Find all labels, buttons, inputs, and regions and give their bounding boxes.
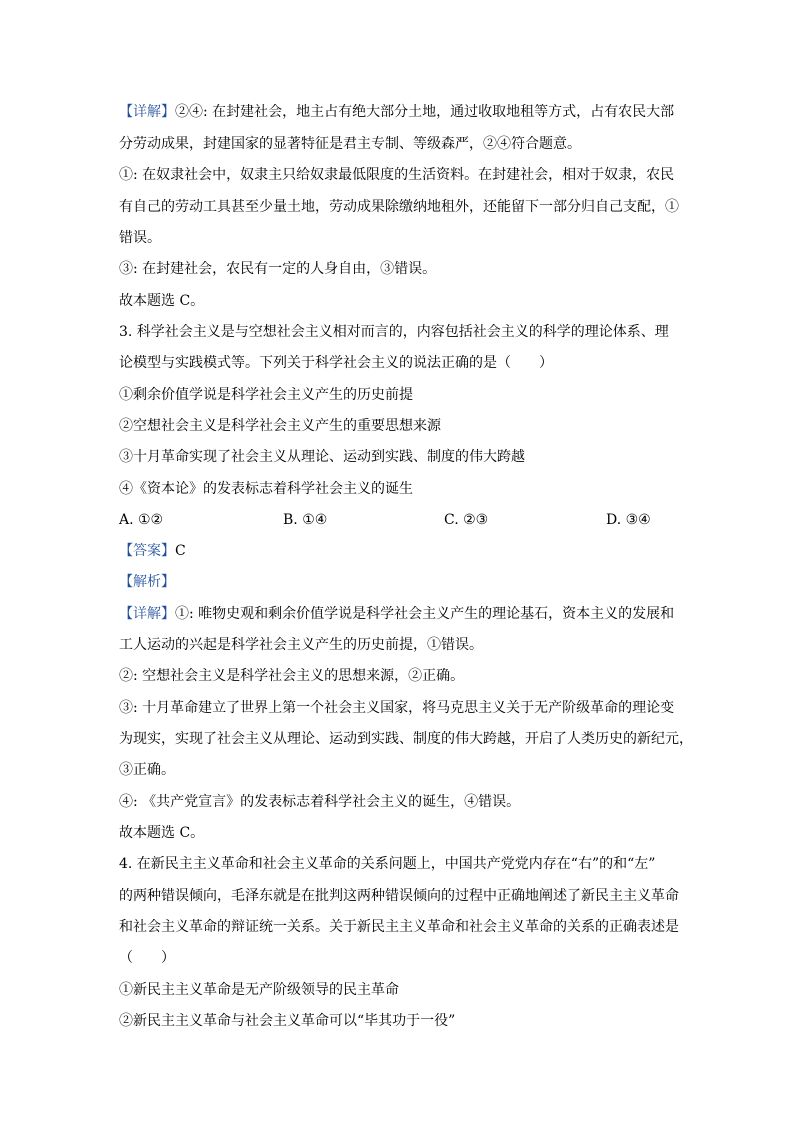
text-line: ③: 十月革命建立了世界上第一个社会主义国家，将马克思主义关于无产阶级革命的理论变 bbox=[119, 700, 675, 716]
text-line: ③: 在封建社会，农民有一定的人身自由，③错误。 bbox=[119, 261, 437, 277]
section-tag: 【详解】 bbox=[119, 104, 175, 120]
option-d: D. ③④ bbox=[606, 512, 651, 528]
section-tag: 【详解】 bbox=[119, 606, 175, 622]
question-4-statement: ①新民主主义革命是无产阶级领导的民主革命 bbox=[119, 982, 399, 998]
text-line: 故本题选 C。 bbox=[119, 825, 205, 841]
question-4-stem: 4. 在新民主主义革命和社会主义革命的关系问题上，中国共产党党内存在“右”的和“左” bbox=[119, 856, 656, 872]
option-b: B. ①④ bbox=[283, 512, 328, 528]
question-3-statement: ②空想社会主义是科学社会主义产生的重要思想来源 bbox=[119, 418, 441, 434]
analysis-tag: 【解析】 bbox=[119, 574, 175, 590]
question-4-stem: 和社会主义革命的辩证统一关系。关于新民主主义革命和社会主义革命的关系的正确表述是 bbox=[119, 919, 679, 935]
text-line: 有自己的劳动工具甚至少量土地，劳动成果除缴纳地租外，还能留下一部分归自己支配，① bbox=[119, 199, 679, 215]
text-line bbox=[119, 102, 674, 122]
option-c: C. ②③ bbox=[444, 512, 489, 528]
question-4-stem: 的两种错误倾向，毛泽东就是在批判这两种错误倾向的过程中正确地阐述了新民主主义革命 bbox=[119, 888, 679, 904]
question-3-statement: ③十月革命实现了社会主义从理论、运动到实践、制度的伟大跨越 bbox=[119, 449, 525, 465]
text-line: ④: 《共产党宣言》的发表标志着科学社会主义的诞生，④错误。 bbox=[119, 794, 521, 810]
question-3-stem: 3. 科学社会主义是与空想社会主义相对而言的，内容包括社会主义的科学的理论体系、理 bbox=[119, 324, 669, 340]
answer-tag: 【答案】 bbox=[119, 543, 175, 559]
line-text: ②④: 在封建社会，地主占有绝大部分土地，通过收取地租等方式，占有农民大部 bbox=[175, 104, 675, 120]
answer-line bbox=[119, 541, 186, 561]
question-3-statement: ④《资本论》的发表标志着科学社会主义的诞生 bbox=[119, 481, 413, 497]
line-text: ①: 唯物史观和剩余价值学说是科学社会主义产生的理论基石，资本主义的发展和 bbox=[175, 606, 675, 622]
text-line: 工人运动的兴起是科学社会主义产生的历史前提，①错误。 bbox=[119, 637, 483, 653]
text-line bbox=[119, 604, 674, 624]
text-line: ①: 在奴隶社会中，奴隶主只给奴隶最低限度的生活资料。在封建社会，相对于奴隶，农民 bbox=[119, 167, 675, 183]
analysis-heading bbox=[119, 572, 175, 592]
text-line: 分劳动成果，封建国家的显著特征是君主专制、等级森严，②④符合题意。 bbox=[119, 136, 581, 152]
option-a: A. ①② bbox=[119, 512, 164, 528]
question-4-stem: （ ） bbox=[119, 950, 175, 966]
text-line: 故本题选 C。 bbox=[119, 293, 205, 309]
text-line: ②: 空想社会主义是科学社会主义的思想来源，②正确。 bbox=[119, 668, 465, 684]
text-line: 为现实，实现了社会主义从理论、运动到实践、制度的伟大跨越，开启了人类历史的新纪元， bbox=[119, 731, 693, 747]
text-line: 错误。 bbox=[119, 230, 161, 246]
text-line: ③正确。 bbox=[119, 762, 175, 778]
question-4-statement: ②新民主主义革命与社会主义革命可以“毕其功于一役” bbox=[119, 1013, 456, 1029]
question-3-stem: 论模型与实践模式等。下列关于科学社会主义的说法正确的是（ ） bbox=[119, 355, 553, 371]
question-3-statement: ①剩余价值学说是科学社会主义产生的历史前提 bbox=[119, 387, 413, 403]
answer-value: C bbox=[175, 543, 186, 559]
